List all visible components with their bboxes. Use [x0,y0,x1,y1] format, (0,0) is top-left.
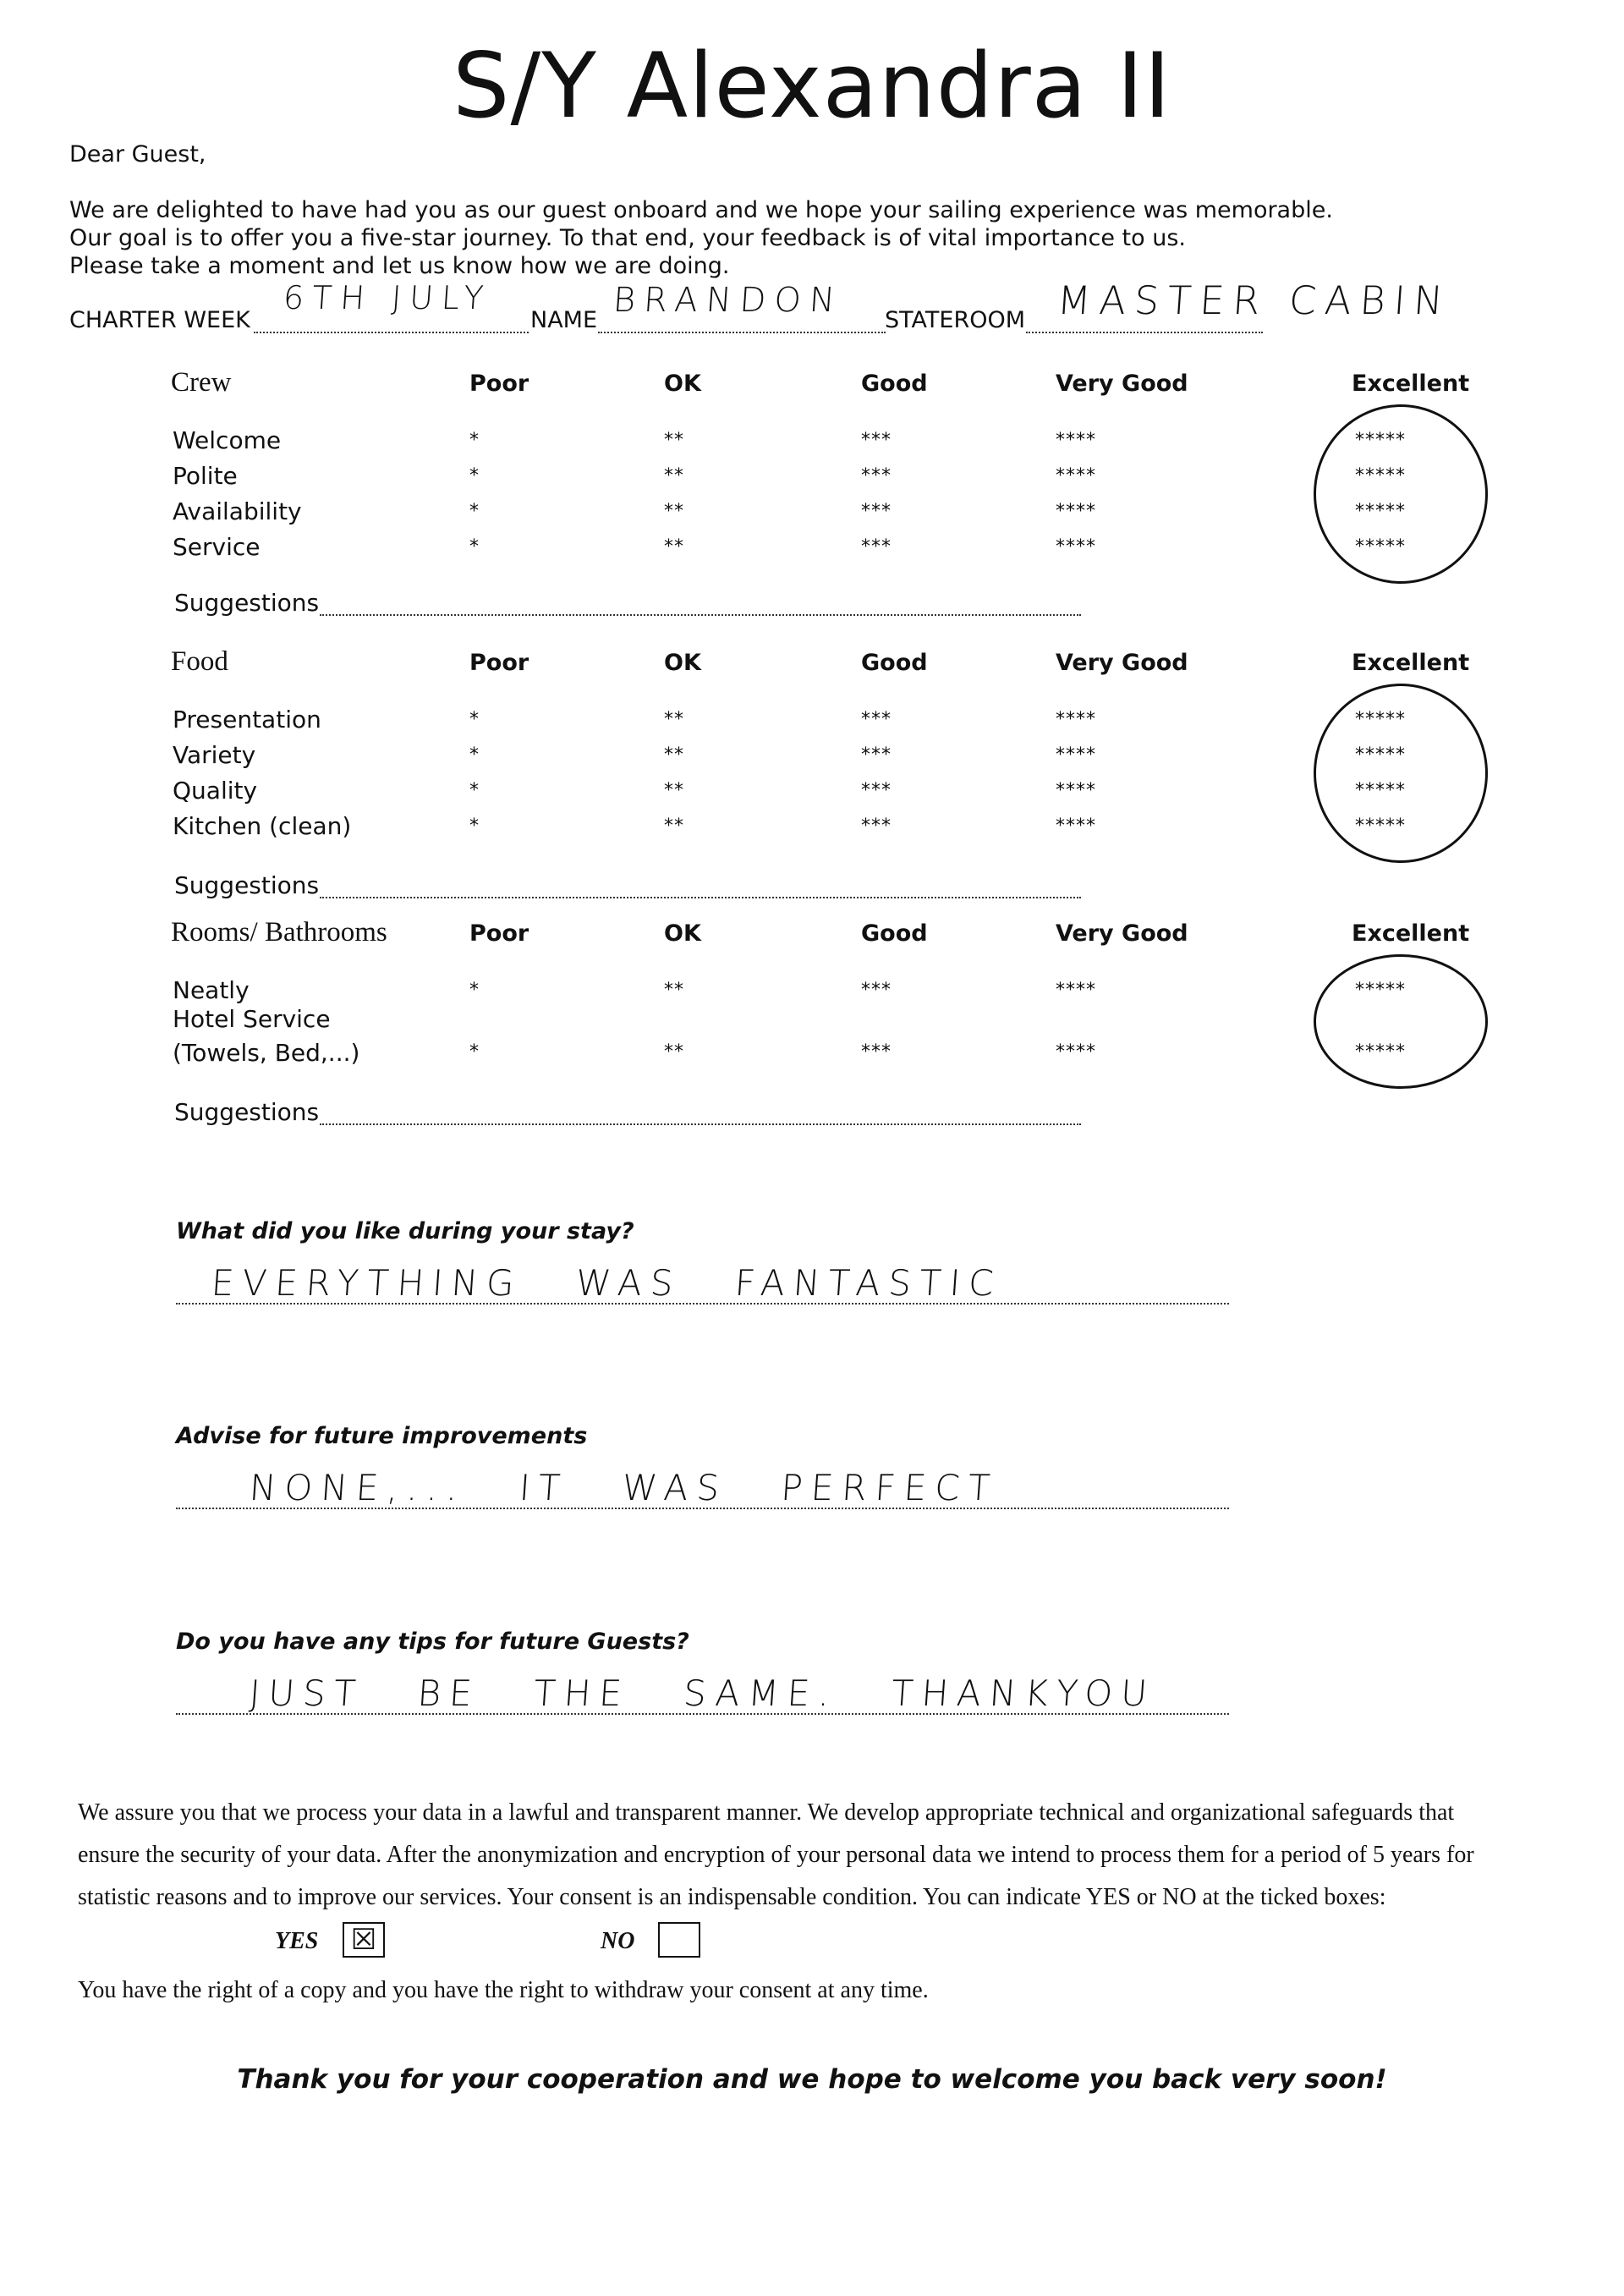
rating-option[interactable]: *** [861,744,892,766]
rating-option[interactable]: *** [861,1041,892,1063]
consent-yes-checkbox[interactable]: ☒ [343,1922,385,1958]
section-title: Rooms/ Bathrooms [171,917,387,948]
question-answer[interactable]: JUST BE THE SAME. THANKYOU [248,1673,1157,1714]
consent-yes-label: YES [275,1928,319,1954]
rating-header-poor: Poor [469,920,529,947]
rating-option[interactable]: ** [664,709,684,730]
selected-rating-circle [1314,954,1488,1089]
rating-header-good: Good [861,371,928,397]
question-answer[interactable]: EVERYTHING WAS FANTASTIC [210,1262,1004,1304]
rating-header-ok: OK [664,920,701,947]
rating-option[interactable]: * [469,744,480,766]
intro-line-1: We are delighted to have had you as our guest onboard and we hope your sailing experience was memorable. [69,197,1333,223]
rating-option[interactable]: ***** [1355,501,1406,522]
rating-option[interactable]: ***** [1355,980,1406,1001]
rating-option[interactable]: ** [664,780,684,801]
rating-option[interactable]: **** [1056,980,1096,1001]
rating-item-label: Hotel Service [173,1005,331,1033]
rating-option[interactable]: *** [861,816,892,837]
rating-option[interactable]: ** [664,501,684,522]
rating-header-good: Good [861,650,928,676]
consent-no-checkbox[interactable] [658,1922,700,1958]
legal-line-2: ensure the security of your data. After the anonymization and encryption of your personal data we intend to process them for a period of 5 years for [78,1842,1474,1868]
question-answer[interactable]: NONE,... IT WAS PERFECT [248,1467,1000,1508]
intro-line-2: Our goal is to offer you a five-star journey. To that end, your feedback is of vital importance to us. [69,225,1187,251]
stateroom-line [1026,332,1263,333]
rating-option[interactable]: **** [1056,780,1096,801]
rating-option[interactable]: * [469,780,480,801]
rating-header-good: Good [861,920,928,947]
rating-header-poor: Poor [469,371,529,397]
rating-option[interactable]: **** [1056,709,1096,730]
rating-option[interactable]: **** [1056,1041,1096,1063]
rating-item-label: Availability [173,497,302,525]
rating-option[interactable]: ***** [1355,536,1406,558]
consent-no-label: NO [601,1928,635,1954]
suggestions-field[interactable] [320,1123,1081,1125]
rating-header-ok: OK [664,650,701,676]
rating-option[interactable]: ** [664,980,684,1001]
rating-option[interactable]: ***** [1355,709,1406,730]
rating-option[interactable]: *** [861,536,892,558]
rating-header-ok: OK [664,371,701,397]
rating-header-excellent: Excellent [1352,920,1470,947]
rating-item-label: Polite [173,462,238,490]
rating-item-label: Welcome [173,426,282,454]
suggestions-label: Suggestions [174,589,320,617]
question-label: What did you like during your stay? [176,1218,634,1244]
rating-option[interactable]: **** [1056,744,1096,766]
legal-line-1: We assure you that we process your data in a lawful and transparent manner. We develop appropriate technical and organizational safeguards that [78,1799,1455,1826]
suggestions-label: Suggestions [174,1098,320,1126]
stateroom-value[interactable]: MASTER CABIN [1056,277,1453,323]
rating-option[interactable]: *** [861,780,892,801]
question-label: Advise for future improvements [176,1423,588,1449]
charter-week-label: CHARTER WEEK [69,307,250,333]
rating-option[interactable]: ***** [1355,816,1406,837]
suggestions-field[interactable] [320,897,1081,898]
suggestions-field[interactable] [320,614,1081,616]
intro-line-3: Please take a moment and let us know how we are doing. [69,253,730,279]
rating-option[interactable]: * [469,501,480,522]
rating-option[interactable]: **** [1056,501,1096,522]
closing-message: Thank you for your cooperation and we hope to welcome you back very soon! [237,2064,1387,2095]
rating-option[interactable]: **** [1056,816,1096,837]
rating-option[interactable]: * [469,465,480,486]
rating-option[interactable]: ***** [1355,744,1406,766]
rating-header-excellent: Excellent [1352,650,1470,676]
rating-option[interactable]: *** [861,501,892,522]
answer-line [176,1713,1229,1715]
rating-header-excellent: Excellent [1352,371,1470,397]
rating-option[interactable]: ***** [1355,430,1406,451]
rating-option[interactable]: * [469,816,480,837]
rating-option[interactable]: ** [664,744,684,766]
rights-text: You have the right of a copy and you have the right to withdraw your consent at any time. [78,1977,929,2003]
stateroom-label: STATEROOM [885,307,1026,333]
name-value[interactable]: BRANDON [612,281,845,320]
rating-option[interactable]: *** [861,980,892,1001]
rating-item-label: Quality [173,777,258,805]
question-label: Do you have any tips for future Guests? [176,1629,689,1655]
rating-option[interactable]: ***** [1355,780,1406,801]
charter-week-line [254,332,529,333]
rating-option[interactable]: * [469,980,480,1001]
rating-option[interactable]: ** [664,430,684,451]
rating-option[interactable]: **** [1056,430,1096,451]
section-title: Crew [171,367,232,398]
rating-option[interactable]: **** [1056,465,1096,486]
selected-rating-circle [1314,404,1488,584]
rating-option[interactable]: * [469,536,480,558]
rating-item-label: Service [173,533,261,561]
rating-option[interactable]: ** [664,465,684,486]
rating-option[interactable]: *** [861,709,892,730]
rating-item-label: Variety [173,741,256,769]
name-label: NAME [530,307,598,333]
rating-option[interactable]: **** [1056,536,1096,558]
rating-option[interactable]: ** [664,536,684,558]
rating-header-very-good: Very Good [1056,371,1188,397]
rating-item-label: Kitchen (clean) [173,812,352,840]
selected-rating-circle [1314,684,1488,863]
greeting: Dear Guest, [69,141,206,168]
charter-week-value[interactable]: 6TH JULY [282,279,493,316]
rating-option[interactable]: ***** [1355,465,1406,486]
answer-line [176,1508,1229,1509]
name-line [598,332,886,333]
page-title: S/Y Alexandra II [453,34,1171,138]
suggestions-label: Suggestions [174,871,320,899]
rating-option[interactable]: ** [664,1041,684,1063]
rating-option[interactable]: * [469,430,480,451]
rating-header-poor: Poor [469,650,529,676]
rating-option[interactable]: *** [861,465,892,486]
rating-option[interactable]: ** [664,816,684,837]
section-title: Food [171,646,228,677]
rating-item-label: Neatly [173,976,250,1004]
rating-item-label: (Towels, Bed,...) [173,1039,360,1067]
rating-header-very-good: Very Good [1056,650,1188,676]
legal-line-3: statistic reasons and to improve our services. Your consent is an indispensable condition. You can indicate YES or NO at the ticked boxes: [78,1884,1386,1910]
rating-item-label: Presentation [173,706,321,733]
answer-line [176,1303,1229,1305]
rating-option[interactable]: * [469,709,480,730]
rating-option[interactable]: * [469,1041,480,1063]
rating-header-very-good: Very Good [1056,920,1188,947]
rating-option[interactable]: *** [861,430,892,451]
rating-option[interactable]: ***** [1355,1041,1406,1063]
